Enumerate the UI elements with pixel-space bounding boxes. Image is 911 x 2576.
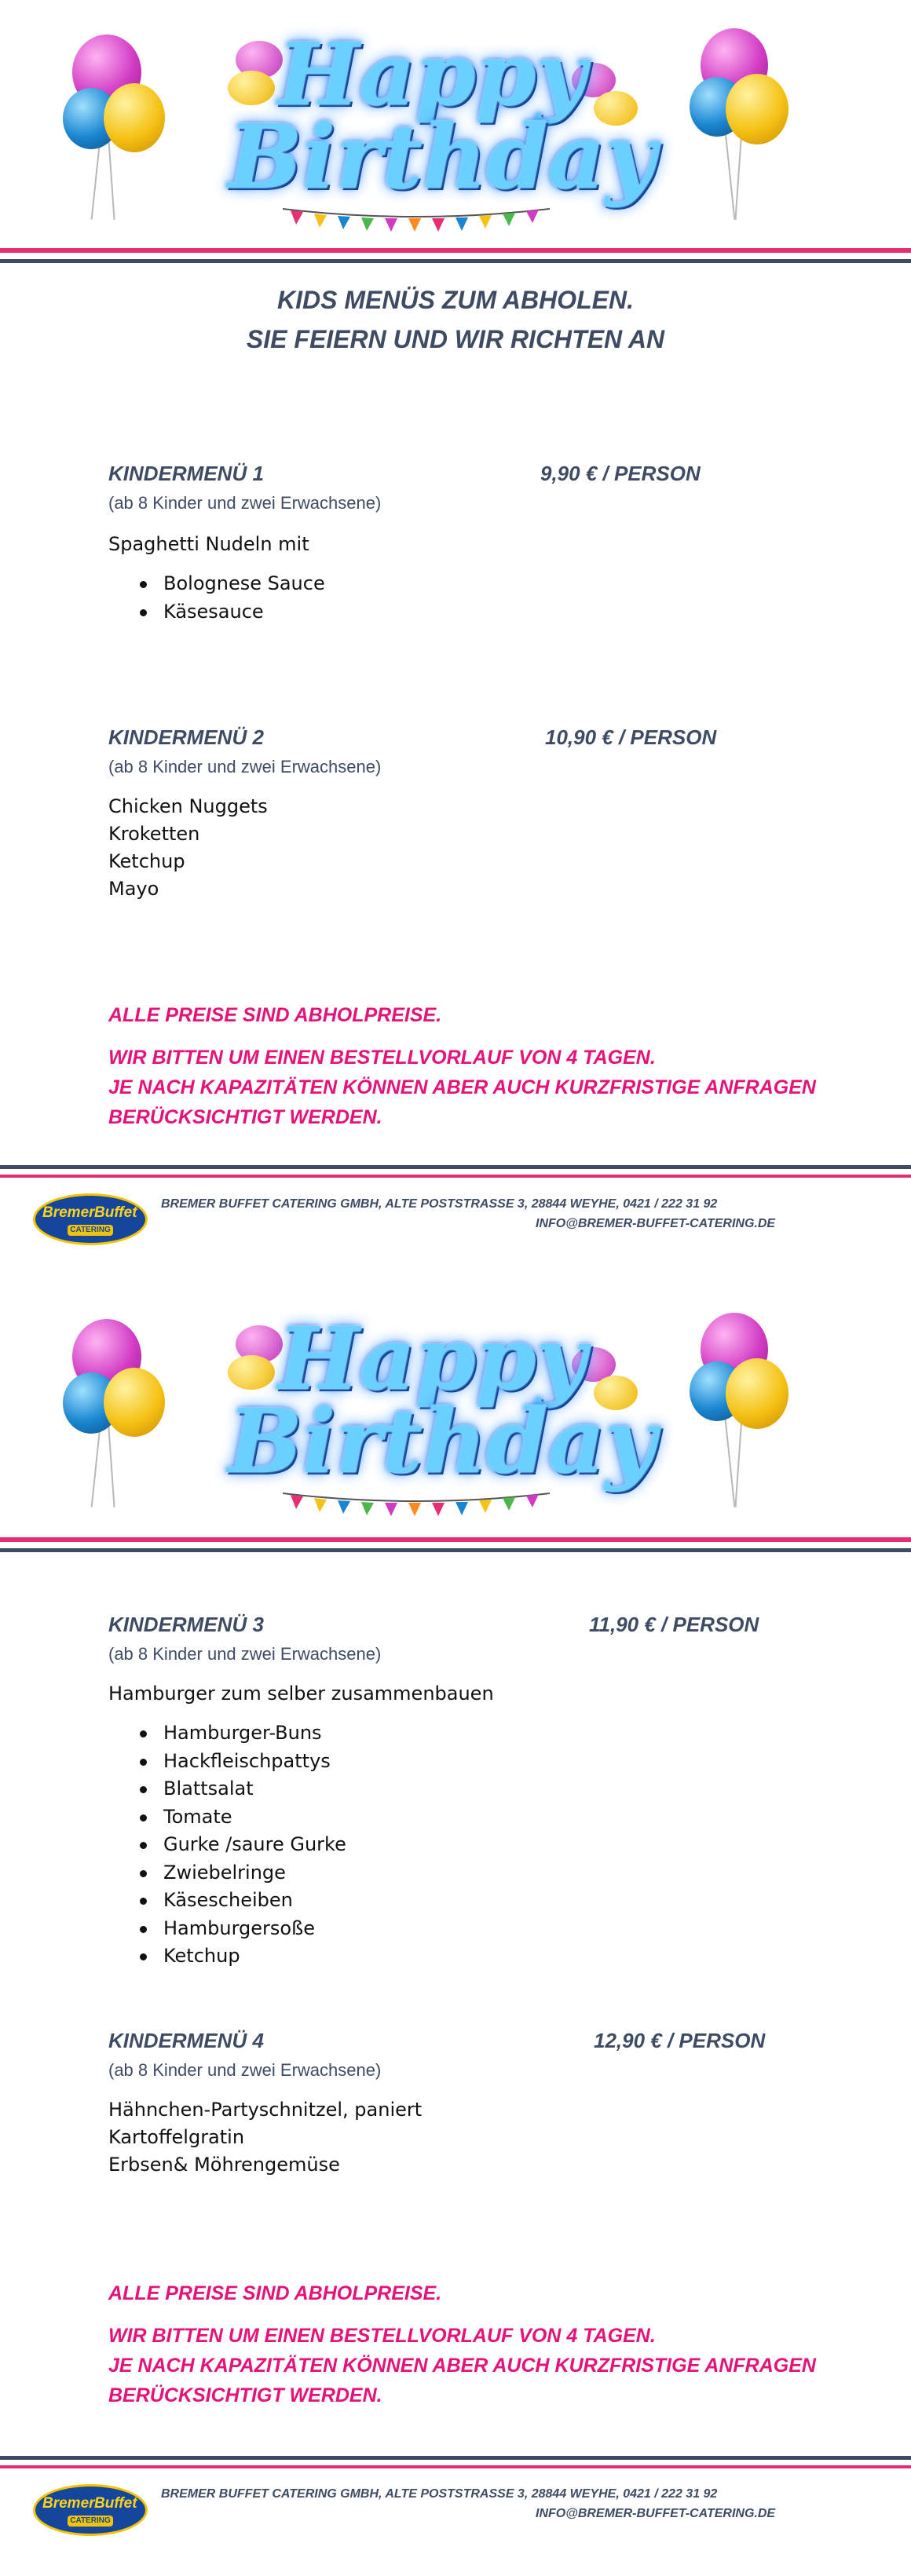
footer-email[interactable]: INFO@BREMER-BUFFET-CATERING.DE [536,1217,776,1230]
divider-pink [0,248,911,253]
list-item: Käsesauce [108,598,325,627]
footer-address: BREMER BUFFET CATERING GMBH, ALTE POSTSTRASSE 3, 28844 WEYHE, 0421 / 222 31 92 [161,2487,718,2501]
list-item: Blattsalat [108,1775,346,1803]
notice-capacity-cont: BERÜCKSICHTIGT WERDEN. [108,1106,382,1128]
logo-subtitle: CATERING [68,2516,113,2527]
list-item: Bolognese Sauce [108,570,325,598]
footer-divider-pink [0,1175,911,1178]
happy-text: Happy [277,1308,587,1409]
notice-lead-time: WIR BITTEN UM EINEN BESTELLVORLAUF VON 4 TAGEN. [108,2325,656,2347]
notice-lead-time: WIR BITTEN UM EINEN BESTELLVORLAUF VON 4 TAGEN. [108,1047,656,1069]
logo-word-bremer: Bremer [42,2495,95,2512]
page-2 [0,1288,911,2575]
list-item: Zwiebelringe [108,1859,346,1887]
list-item: Tomate [108,1803,346,1832]
menu-2-note: (ab 8 Kinder und zwei Erwachsene) [108,757,382,776]
list-item: Käsescheiben [108,1887,346,1915]
menu-4-line: Erbsen& Möhrengemüse [108,2154,340,2176]
menu-3-list [108,1719,346,1971]
page-title-line-1: KIDS MENÜS ZUM ABHOLEN. [277,286,634,314]
menu-4-line: Hähnchen-Partyschnitzel, paniert [108,2099,423,2121]
menu-3-note: (ab 8 Kinder und zwei Erwachsene) [108,1644,382,1664]
logo-subtitle: CATERING [68,1225,113,1236]
menu-3-intro: Hamburger zum selber zusammenbauen [108,1683,494,1705]
footer-divider-navy [0,2456,911,2460]
menu-2-price: 10,90 € / PERSON [545,725,717,749]
notice-prices: ALLE PREISE SIND ABHOLPREISE. [108,1004,442,1026]
menu-4-title: KINDERMENÜ 4 [108,2029,264,2052]
yellow-balloon-icon [726,74,788,144]
menu-2-line: Mayo [108,878,159,900]
happy-birthday-banner [0,1288,911,1539]
divider-navy [0,259,911,263]
notice-capacity: JE NACH KAPAZITÄTEN KÖNNEN ABER AUCH KURZFRISTIGE ANFRAGEN [108,2355,816,2377]
notice-prices: ALLE PREISE SIND ABHOLPREISE. [108,2282,442,2304]
list-item: Hamburgersoße [108,1915,346,1943]
page-title-line-2: SIE FEIERN UND WIR RICHTEN AN [246,325,665,353]
menu-4-line: Kartoffelgratin [108,2126,245,2148]
footer-email[interactable]: INFO@BREMER-BUFFET-CATERING.DE [536,2507,776,2520]
happy-birthday-banner [0,0,911,251]
menu-3-price: 11,90 € / PERSON [589,1613,759,1636]
list-item: Gurke /saure Gurke [108,1831,346,1859]
menu-4-note: (ab 8 Kinder und zwei Erwachsene) [108,2060,382,2080]
menu-1-price: 9,90 € / PERSON [540,462,701,485]
divider-pink [0,1537,911,1542]
notice-capacity-cont: BERÜCKSICHTIGT WERDEN. [108,2384,382,2406]
menu-1-title: KINDERMENÜ 1 [108,462,264,485]
menu-1-note: (ab 8 Kinder und zwei Erwachsene) [108,493,382,513]
footer-divider-navy [0,1165,911,1169]
logo-word-bremer: Bremer [42,1204,95,1221]
footer-divider-pink [0,2465,911,2468]
menu-2-line: Chicken Nuggets [108,795,268,817]
bremer-buffet-logo [33,1193,148,1245]
happy-text: Happy [277,24,587,125]
menu-2-line: Ketchup [108,850,185,872]
menu-4-price: 12,90 € / PERSON [594,2029,766,2052]
yellow-balloon-icon [104,1368,165,1437]
list-item: Ketchup [108,1942,346,1971]
notice-capacity: JE NACH KAPAZITÄTEN KÖNNEN ABER AUCH KURZFRISTIGE ANFRAGEN [108,1076,816,1098]
bremer-buffet-logo [33,2484,148,2536]
menu-1-intro: Spaghetti Nudeln mit [108,533,309,555]
menu-1-list [108,570,325,626]
birthday-text: Birthday [228,106,657,209]
yellow-balloon-icon [104,83,165,152]
yellow-balloon-icon [726,1358,788,1429]
menu-2-line: Kroketten [108,823,200,845]
footer-address: BREMER BUFFET CATERING GMBH, ALTE POSTSTRASSE 3, 28844 WEYHE, 0421 / 222 31 92 [161,1197,718,1211]
logo-word-buffet: Buffet [94,1204,137,1221]
divider-navy [0,1548,911,1552]
logo-word-buffet: Buffet [94,2495,137,2512]
list-item: Hackfleischpattys [108,1748,346,1776]
menu-2-title: KINDERMENÜ 2 [108,725,264,749]
bunting-icon [283,206,550,237]
bunting-icon [283,1490,550,1522]
menu-3-title: KINDERMENÜ 3 [108,1613,264,1636]
list-item: Hamburger-Buns [108,1719,346,1748]
birthday-text: Birthday [228,1390,657,1493]
